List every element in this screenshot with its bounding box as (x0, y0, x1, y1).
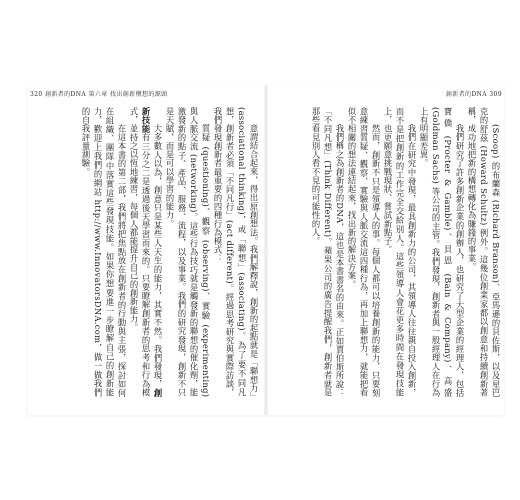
left-running-head: 320 創新者的DNA 第六章 找出創新構想的源頭 (30, 91, 168, 98)
right-body-text (272, 107, 502, 397)
body-paragraph: 然而，創新不只是領導人的事。每個人都可以培養創新的能力，只要刻意練習質疑、觀察、實驗與人脈交流這四種行為，再加上聯想力，就能把看似不相關的想法連結起來，找出新的解決方案。 (347, 107, 381, 397)
body-paragraph: 在這本書的第二部，我們將把焦點放在創新者的行動與主張，探討如何在組織、團隊中落實這些發現技能。如果你想要進一步瞭解自己的創新能力，歡迎上我們的網站 http://www.InnovatorsDNA.com，做一做我們的自我評量測驗。 (81, 107, 127, 397)
right-page (270, 85, 504, 415)
body-paragraph: (Scoop) 的布蘭森 (Richard Branson)、亞馬遜的貝佐斯，以及星巴克的舒茲 (Howard Schultz) 例外。這幾位創業家都以創意和持續創新著稱，成功地把新的構想轉化為賺錢的事業。 (467, 107, 501, 397)
body-paragraph: 我們研究了許多創新企業的創辦人，也研究了大型企業的經理人，包括寶僑 (Procter & Gamble)、貝恩 (Bain & Company)、高盛 (Goldman Sachs) 等公司的主管。我們發現，創新者與一般經理人在行為上有明顯差異。 (419, 107, 465, 397)
left-page (28, 85, 262, 415)
body-paragraph: 質疑 (questioning)、觀察 (observing)、實驗 (experimenting) 與人脈交流 (networking)。這些行為技巧就是觸發新的聯想的催化劑，能激發新的點子、產品、服務、流程，以及事業。我們的研究發現，創新不只是天賦，而是可以學習的能力。 (165, 107, 211, 397)
book-gutter (264, 85, 268, 415)
left-body-text (30, 107, 260, 397)
book-spread (28, 85, 504, 415)
right-running-head: 創新者的DNA 309 (445, 91, 502, 98)
body-paragraph: 我們在研究中發現，最具創新力的公司，其領導人往往親自投入創新，而不是把創新的工作完全交給別人。這些領導人會花更多時間在發現技能上，也更願意挑戰現狀、嘗試新點子。 (383, 107, 417, 397)
bold-phrase: 創新技能 (141, 107, 163, 397)
body-paragraph: 我們稱之為創新者的DNA，這也是本書書名的由來。正如賈伯斯所說：「不同凡想」(Think Different)。蘋果公司的廣告提醒我們，創新者就是那些看見別人看不見的可能性的人。 (311, 107, 345, 397)
body-paragraph: 大多數人以為，創意只是某些人天生的能力，其實不然。我們發現，創新技能有三分之二是透過後天學習而來的。只要瞭解創新者的思考和行為模式，並持之以恆地練習，每個人都能提升自己的創新能力。 (129, 107, 163, 397)
body-paragraph: 意謂結合起來，得出原創想法。我們解釋說，創新的起點就是「聯想力」(associational thinking)，或「聯想」(associating)。為了要不同凡想，創新者必須「不同凡行」(act different)。經過思考研究與實際訪談，我們發現創新者最重要的四種行為模式： (213, 107, 259, 397)
